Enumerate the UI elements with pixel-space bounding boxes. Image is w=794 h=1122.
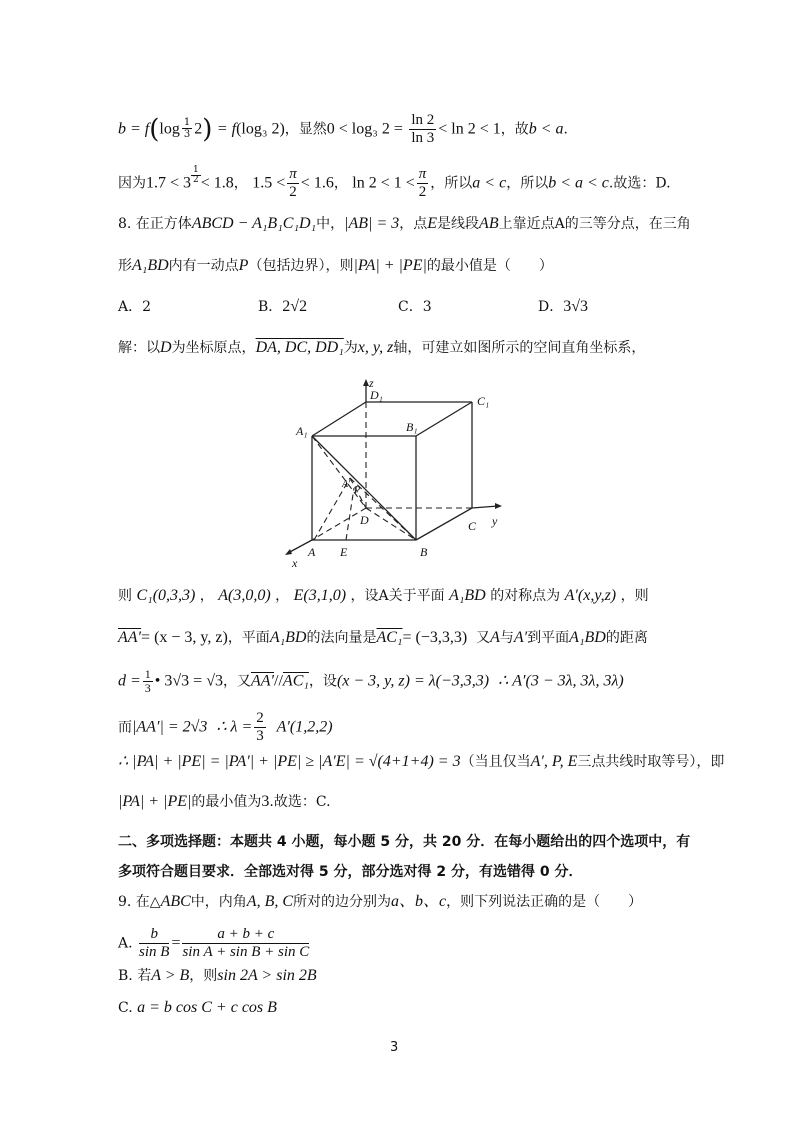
body-line-2: AA′= (x − 3, y, z)，平面A₁BD的法向量是AC₁= (−3,3,3) 又A与A′到平面A₁BD的距离: [118, 629, 648, 646]
body-line-3: d = $\frac{1}{3}$ • 3√3 = √3，又AA′//AC₁，设(x − 3, y, z) = λ(−3,3,3) ∴ A′(3 − 3λ, 3λ, 3λ): [118, 667, 624, 695]
body-line-4: 而|AA′| = 2√3 ∴ λ = $\frac{2}{3}$ A′(1,2,2): [118, 710, 333, 744]
section-2-header: 二、多项选择题：本题共 4 小题，每小题 5 分，共 20 分．在每小题给出的四个选项中，有: [118, 834, 691, 850]
label-a-prime: A': [342, 479, 351, 490]
label-y: y: [492, 514, 498, 528]
question-9-stem: 9. 在△ABC中，内角A, B, C所对的边分别为a、b、c，则下列说法正确的是（ ）: [118, 893, 643, 910]
page-number: 3: [390, 1040, 399, 1055]
option-d: D．3√3: [538, 298, 589, 315]
cube-figure: [280, 375, 510, 570]
question-8-stem: 8. 在正方体ABCD − A₁B₁C₁D₁中，|AB| = 3，点E是线段AB上靠近点A的三等分点，在三角: [118, 215, 691, 232]
label-z: z: [369, 376, 374, 390]
q9-option-a: A. $\frac{b}{\text{sin B}}$ = $\frac{a + b + c}{\text{sin A + sin B + sin C}}$: [118, 926, 310, 960]
option-c: C．3: [398, 299, 432, 315]
label-c1: C₁: [477, 394, 490, 408]
label-x: x: [292, 556, 298, 570]
question-8-stem-2: 形A₁BD内有一动点P（包括边界），则|PA| + |PE|的最小值是（ ）: [118, 257, 553, 274]
label-p: P: [354, 485, 361, 496]
label-d1: D₁: [370, 388, 383, 402]
ln-fraction: $\frac{\ln 2}{\ln 3}$: [411, 112, 435, 146]
solution-intro: 解：以D为坐标原点，DA, DC, DD₁为x, y, z轴，可建立如图所示的空间直角坐标系，: [118, 339, 646, 356]
label-b: B: [420, 545, 428, 559]
q9-option-c: C. a = b cos C + c cos B: [118, 999, 277, 1016]
option-b: B．2√2: [258, 298, 308, 315]
option-a: A．2: [118, 299, 152, 315]
label-a: A: [308, 545, 316, 559]
body-line-1: 则 C₁(0,3,3) ， A(3,0,0) ， E(3,1,0) ，设A关于平面 A₁BD 的对称点为 A′(x,y,z) ，则: [118, 587, 649, 604]
label-b1: B₁: [406, 420, 418, 434]
q9-option-b: B. 若A > B，则sin 2A > sin 2B: [118, 967, 317, 984]
label-d: D: [360, 513, 369, 527]
label-c: C: [468, 519, 477, 533]
body-line-5: ∴ |PA| + |PE| = |PA′| + |PE| ≥ |A′E| = √(4+1+4) = 3（当且仅当A′, P, E三点共线时取等号），即: [118, 753, 725, 770]
solution-line-2: 因为1.7 < 3 $\frac{1}{2}$ < 1.8， 1.5 < $\frac{\pi}{2}$ < 1.6， ln 2 < 1 < $\frac{\pi}{2}$ ，所以a < c，所以b < a < c.故选：D.: [118, 165, 671, 201]
solution-line-1: b = f(log $\frac{1}{3}$ 2) = f(log₃ 2)，显然0 < log₃ 2 = $\frac{\ln 2}{\ln 3}$ < ln 2 < 1，故b < a.: [118, 112, 568, 146]
label-a1: A₁: [296, 424, 308, 438]
label-e: E: [340, 545, 348, 559]
body-line-6: |PA| + |PE|的最小值为3.故选：C.: [118, 793, 331, 810]
section-2-header-2: 多项符合题目要求．全部选对得 5 分，部分选对得 2 分，有选错得 0 分．: [118, 864, 583, 880]
